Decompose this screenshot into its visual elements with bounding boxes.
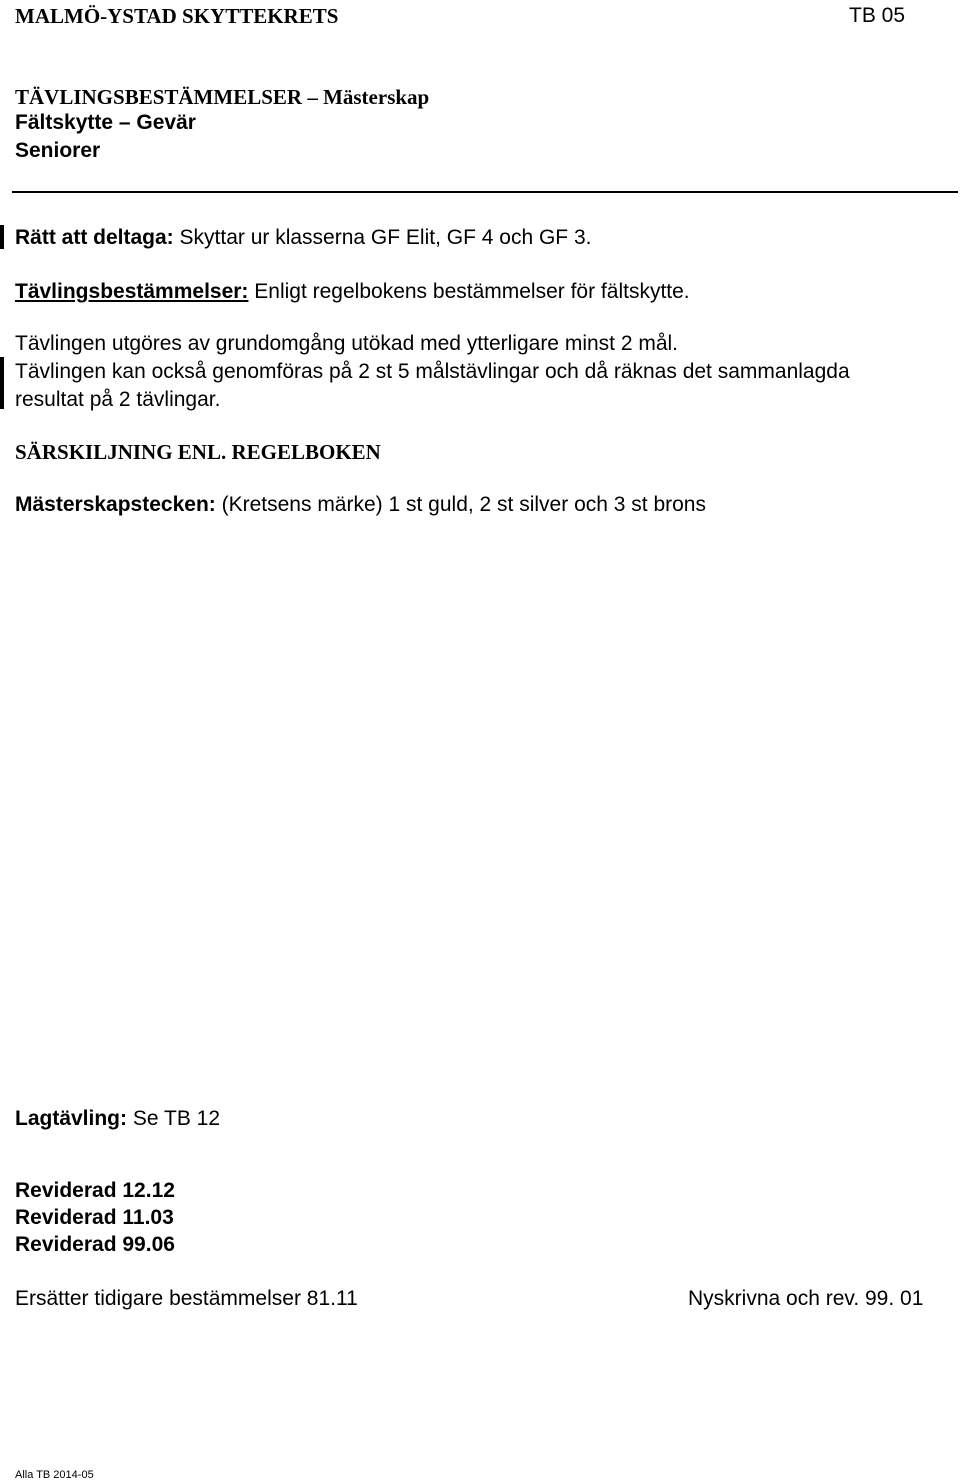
- eligibility-line: [15, 226, 591, 250]
- format-line-2: Tävlingen kan också genomföras på 2 st 5 målstävlingar och då räknas det sammanlagda: [15, 360, 850, 383]
- badge-label: Mästerskapstecken:: [15, 493, 216, 516]
- document-id: TB 05: [849, 4, 906, 27]
- championship-badge-line: [15, 493, 706, 517]
- format-line-1: Tävlingen utgöres av grundomgång utökad med ytterligare minst 2 mål.: [15, 332, 679, 355]
- organization-name: MALMÖ-YSTAD SKYTTEKRETS: [15, 4, 339, 28]
- team-label: Lagtävling:: [15, 1107, 128, 1130]
- eligibility-label: Rätt att deltaga:: [15, 226, 174, 249]
- badge-text: (Kretsens märke) 1 st guld, 2 st silver och 3 st brons: [215, 493, 706, 516]
- page-title: TÄVLINGSBESTÄMMELSER – Mästerskap: [15, 85, 430, 109]
- revision-entry: Reviderad 99.06: [15, 1233, 175, 1256]
- team-text: Se TB 12: [127, 1107, 221, 1130]
- format-line-3: resultat på 2 tävlingar.: [15, 388, 221, 411]
- regulations-label: Tävlingsbestämmelser:: [15, 280, 249, 303]
- eligibility-text: Skyttar ur klasserna GF Elit, GF 4 och GF 3.: [173, 226, 592, 249]
- class-title: Seniorer: [15, 139, 101, 162]
- regulations-text: Enligt regelbokens bestämmelser för fältskytte.: [248, 280, 690, 303]
- team-competition-line: [15, 1107, 220, 1131]
- replaces-note: Ersätter tidigare bestämmelser 81.11: [15, 1287, 358, 1310]
- header-divider: [12, 191, 958, 193]
- revision-entry: Reviderad 11.03: [15, 1206, 174, 1229]
- page-footer-note: Alla TB 2014-05: [15, 1469, 94, 1481]
- revision-change-bar: [0, 357, 4, 409]
- revision-change-bar: [0, 225, 4, 249]
- tiebreak-heading: SÄRSKILJNING ENL. REGELBOKEN: [15, 440, 381, 464]
- revision-entry: Reviderad 12.12: [15, 1179, 175, 1202]
- regulations-line: [15, 280, 690, 304]
- new-revision-note: Nyskrivna och rev. 99. 01: [688, 1287, 924, 1310]
- discipline-title: Fältskytte – Gevär: [15, 111, 196, 134]
